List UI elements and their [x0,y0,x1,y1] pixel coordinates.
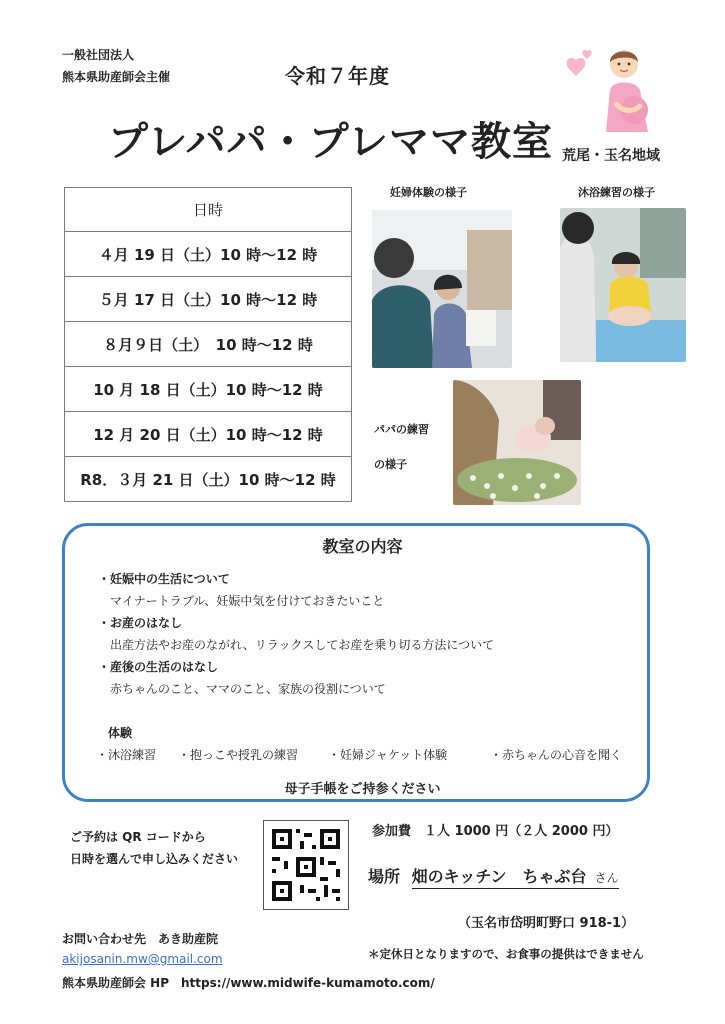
venue-name [412,867,619,889]
qr-code-icon [264,821,348,909]
content-heading: ・お産のはなし [98,616,183,630]
pregnant-woman-illustration [556,44,666,134]
region-label: 荒尾・玉名地域 [562,148,660,164]
experience-item: ・妊婦ジャケット体験 [328,748,448,762]
experience-heading: 体験 [108,726,133,740]
venue [368,864,619,887]
venue-label: 場所 [368,867,401,886]
fiscal-year: 令和７年度 [285,64,390,88]
content-detail: 出産方法やお産のながれ、リラックスしてお産を乗り切る方法について [110,638,495,652]
photo-bath-practice [560,208,686,362]
schedule-date: R8．３月 21 日（土）10 時～12 時 [65,457,352,502]
content-heading: ・妊娠中の生活について [98,572,230,586]
contact-line: お問い合わせ先 あき助産院 [62,932,219,946]
photo-pregnancy-experience [372,210,512,368]
schedule-header: 日時 [65,188,352,232]
experience-item: ・赤ちゃんの心音を聞く [490,748,623,762]
content-heading: ・産後の生活のはなし [98,660,219,674]
organizer [62,44,170,88]
heart-icon [567,58,586,76]
venue-name-text: 畑のキッチン ちゃぶ台 [411,867,587,886]
experience-item: ・沐浴練習 [96,748,157,762]
content-detail: 赤ちゃんのこと、ママのこと、家族の役割について [110,682,386,696]
contact-email-link[interactable]: akijosanin.mw@gmail.com [62,952,223,966]
experience-item: ・抱っこや授乳の練習 [178,748,299,762]
caption-papa-practice-line1: パパの練習 [374,423,429,436]
photo-papa-practice [453,380,581,505]
class-content-title: 教室の内容 [322,537,403,556]
venue-address: （玉名市岱明町野口 918-1） [458,916,635,931]
caption-papa-practice-line2: の様子 [374,458,407,471]
heart-icon-small [582,50,591,59]
organizer-line1: 一般社団法人 [62,48,135,62]
maternal-handbook-notice: 母子手帳をご持参ください [284,782,441,797]
schedule-date: 12 月 20 日（土）10 時～12 時 [65,412,352,457]
booking-instructions-line1: ご予約は QR コードから [70,830,206,844]
venue-note: ＊定休日となりますので、お食事の提供はできません [368,947,644,961]
content-detail: マイナートラブル、妊娠中気を付けておきたいこと [110,594,385,608]
schedule-date: ５月 17 日（土）10 時～12 時 [65,277,352,322]
association-homepage-link[interactable]: 熊本県助産師会 HP https://www.midwife-kumamoto.com/ [62,976,435,990]
schedule-date: ４月 19 日（土）10 時～12 時 [65,232,352,277]
schedule-date: 10 月 18 日（土）10 時～12 時 [65,367,352,412]
caption-bath-practice: 沐浴練習の様子 [578,186,655,199]
page-title: プレパパ・プレママ教室 [108,119,553,165]
organizer-line2: 熊本県助産師会主催 [62,70,171,84]
schedule-date: ８月９日（土） 10 時～12 時 [65,322,352,367]
venue-suffix: さん [594,871,619,885]
booking-instructions-line2: 日時を選んで申し込みください [70,852,239,866]
booking-qr-code[interactable] [263,820,349,910]
caption-pregnancy-experience: 妊婦体験の様子 [390,186,467,199]
participation-fee: 参加費 １人 1000 円（２人 2000 円） [372,824,619,839]
schedule-table [64,187,352,502]
